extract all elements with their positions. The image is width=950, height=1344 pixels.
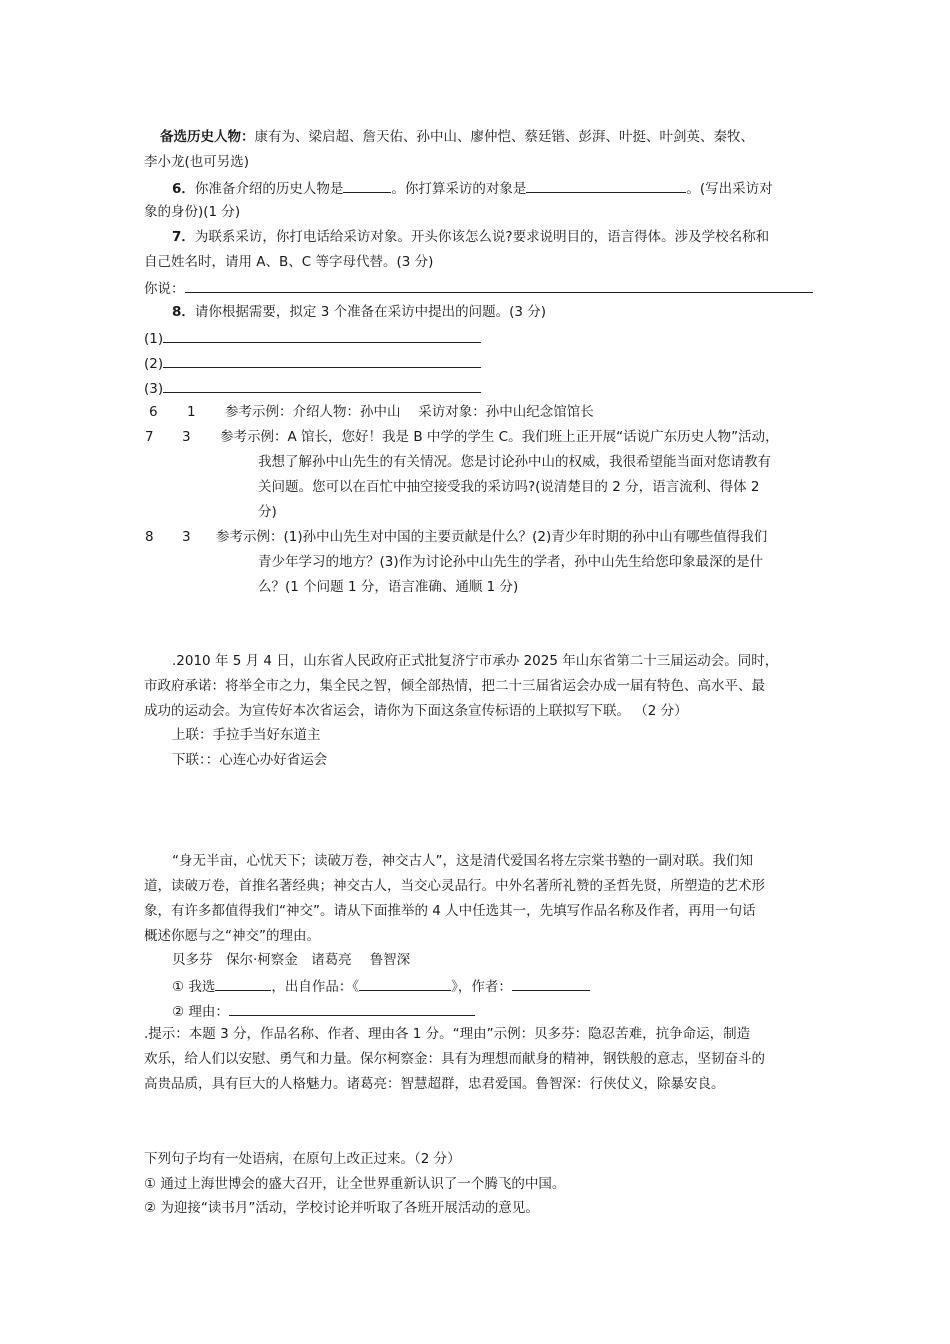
q6-text-3: 。(写出采访对 — [686, 181, 773, 197]
q7-line2: 自己姓名时，请用 A、B、C 等字母代替。(3 分) — [144, 254, 434, 270]
reason-label: ② 理由： — [172, 1004, 229, 1020]
answer-6-score: 1 — [187, 404, 196, 420]
q8-blank-2-line[interactable] — [163, 353, 481, 368]
question-7 — [172, 228, 769, 246]
grammar-sentence-1: ① 通过上海世博会的盛大召开，让全世界重新认识了一个腾飞的中国。 — [144, 1176, 566, 1192]
q8-number: 8． — [172, 304, 195, 320]
author-blank[interactable] — [512, 976, 590, 991]
question-8 — [172, 303, 546, 321]
question-6 — [172, 178, 773, 198]
couplet-upper: 上联：手拉手当好东道主 — [172, 727, 321, 743]
reading-line3: 象，有许多都值得我们“神交”。请从下面推举的 4 人中任选其一，先填写作品名称及作者，再用一句话 — [144, 903, 756, 919]
grammar-intro: 下列句子均有一处语病，在原句上改正过来。（2 分） — [144, 1151, 461, 1167]
work-title-blank[interactable] — [359, 976, 451, 991]
answer-7-line4: 分) — [258, 504, 277, 520]
answer-7-line1: 参考示例：A 馆长，您好！我是 B 中学的学生 C。我们班上正开展“话说广东历史人物”活动， — [220, 429, 779, 445]
couplet-line1: .2010 年 5 月 4 日，山东省人民政府正式批复济宁市承办 2025 年山东省第二十三届运动会。同时， — [172, 653, 779, 669]
answer-7-number: 7 — [145, 429, 154, 445]
q8-blank-1 — [144, 328, 481, 348]
q7-number: 7． — [172, 229, 195, 245]
q6-text-1: 你准备介绍的历史人物是 — [194, 181, 344, 197]
q6-line2: 象的身份)(1 分) — [144, 204, 241, 220]
grammar-sentence-2: ② 为迎接“读书月”活动，学校讨论并听取了各班开展活动的意见。 — [144, 1200, 539, 1216]
fill1-author-label: 》，作者： — [451, 979, 512, 995]
answer-8-line2: 青少年学习的地方？(3)作为讨论孙中山先生的学者，孙中山先生给您印象最深的是什 — [258, 554, 764, 570]
reading-line4: 概述你愿与之“神交”的理由。 — [144, 928, 320, 944]
q8-blank-3-label: (3) — [144, 381, 164, 397]
answer-8-score: 3 — [182, 529, 191, 545]
q8-blank-1-label: (1) — [144, 331, 164, 347]
couplet-line2: 市政府承诺：将举全市之力，集全民之智，倾全部热情，把二十三届省运会办成一届有特色、高水平、最 — [144, 678, 765, 694]
q8-blank-2-label: (2) — [144, 356, 164, 372]
q6-text-2: 。你打算采访的对象是 — [391, 181, 527, 197]
q7-answer-blank[interactable] — [185, 278, 813, 293]
reading-fill-2 — [172, 1001, 475, 1021]
candidates-names: 康有为、梁启超、詹天佑、孙中山、廖仲恺、蔡廷锴、彭湃、叶挺、叶剑英、秦牧、 — [254, 129, 754, 145]
hint-line2: 欢乐，给人们以安慰、勇气和力量。保尔柯察金：具有为理想而献身的精神，钢铁般的意志，坚韧奋斗的 — [144, 1051, 765, 1067]
answer-8-line3: 么？(1 个问题 1 分，语言准确、通顺 1 分) — [258, 579, 519, 595]
q8-blank-3-line[interactable] — [163, 378, 481, 393]
fill1-work-label: ，出自作品：《 — [271, 979, 360, 995]
q8-blank-2 — [144, 353, 481, 373]
hint-line3: 高贵品质，具有巨大的人格魅力。诸葛亮：智慧超群，忠君爱国。鲁智深：行侠仗义，除暴安良。 — [144, 1076, 725, 1092]
candidates-label: 备选历史人物： — [160, 129, 255, 145]
reading-line1: “身无半亩，心忧天下；读破万卷，神交古人”，这是清代爱国名将左宗棠书塾的一副对联。我们知 — [172, 853, 753, 869]
q8-blank-3 — [144, 378, 481, 398]
answer-7-line2: 我想了解孙中山先生的有关情况。您是讨论孙中山的权威，我很希望能当面对您请教有 — [258, 454, 771, 470]
q7-text-1: 为联系采访，你打电话给采访对象。开头你该怎么说?要求说明目的，语言得体。涉及学校名称和 — [194, 229, 770, 245]
candidates-line2: 李小龙(也可另选) — [144, 154, 250, 170]
answer-6-number: 6 — [149, 404, 158, 420]
q6-number: 6． — [172, 181, 195, 197]
couplet-line3: 成功的运动会。为宣传好本次省运会，请你为下面这条宣传标语的上联拟写下联。 （2 分） — [144, 703, 688, 719]
choice-blank[interactable] — [215, 976, 271, 991]
q8-blank-1-line[interactable] — [163, 328, 481, 343]
answer-8-number: 8 — [145, 529, 154, 545]
hint-line1: .提示：本题 3 分，作品名称、作者、理由各 1 分。“理由”示例：贝多芬：隐忍苦难，抗争命运，制造 — [144, 1026, 751, 1042]
reading-fill-1 — [172, 976, 590, 996]
answer-8-line1: 参考示例：(1)孙中山先生对中国的主要贡献是什么？(2)青少年时期的孙中山有哪些值得我们 — [216, 529, 768, 545]
q6-blank-interviewee[interactable] — [526, 178, 686, 193]
candidates-line1 — [160, 128, 754, 146]
q7-answer-label: 你说： — [144, 281, 185, 297]
couplet-lower: 下联：：心连心办好省运会 — [172, 752, 328, 768]
answer-7-score: 3 — [182, 429, 191, 445]
fill1-prefix: ① 我选 — [172, 979, 216, 995]
reading-people: 贝多芬 保尔·柯察金 诸葛亮 鲁智深 — [172, 952, 411, 968]
answer-7-line3: 关问题。您可以在百忙中抽空接受我的采访吗?(说清楚目的 2 分，语言流利、得体 2 — [258, 479, 760, 495]
q8-text: 请你根据需要，拟定 3 个准备在采访中提出的问题。(3 分) — [194, 304, 546, 320]
q7-answer-line — [144, 278, 813, 298]
answer-6-text: 参考示例：介绍人物：孙中山 采访对象：孙中山纪念馆馆长 — [225, 404, 594, 420]
q6-blank-person[interactable] — [343, 178, 391, 193]
reading-line2: 道，读破万卷，首推名著经典；神交古人，当交心灵品行。中外名著所礼赞的圣哲先贤，所塑造的艺术形 — [144, 878, 765, 894]
reason-blank[interactable] — [229, 1001, 475, 1016]
